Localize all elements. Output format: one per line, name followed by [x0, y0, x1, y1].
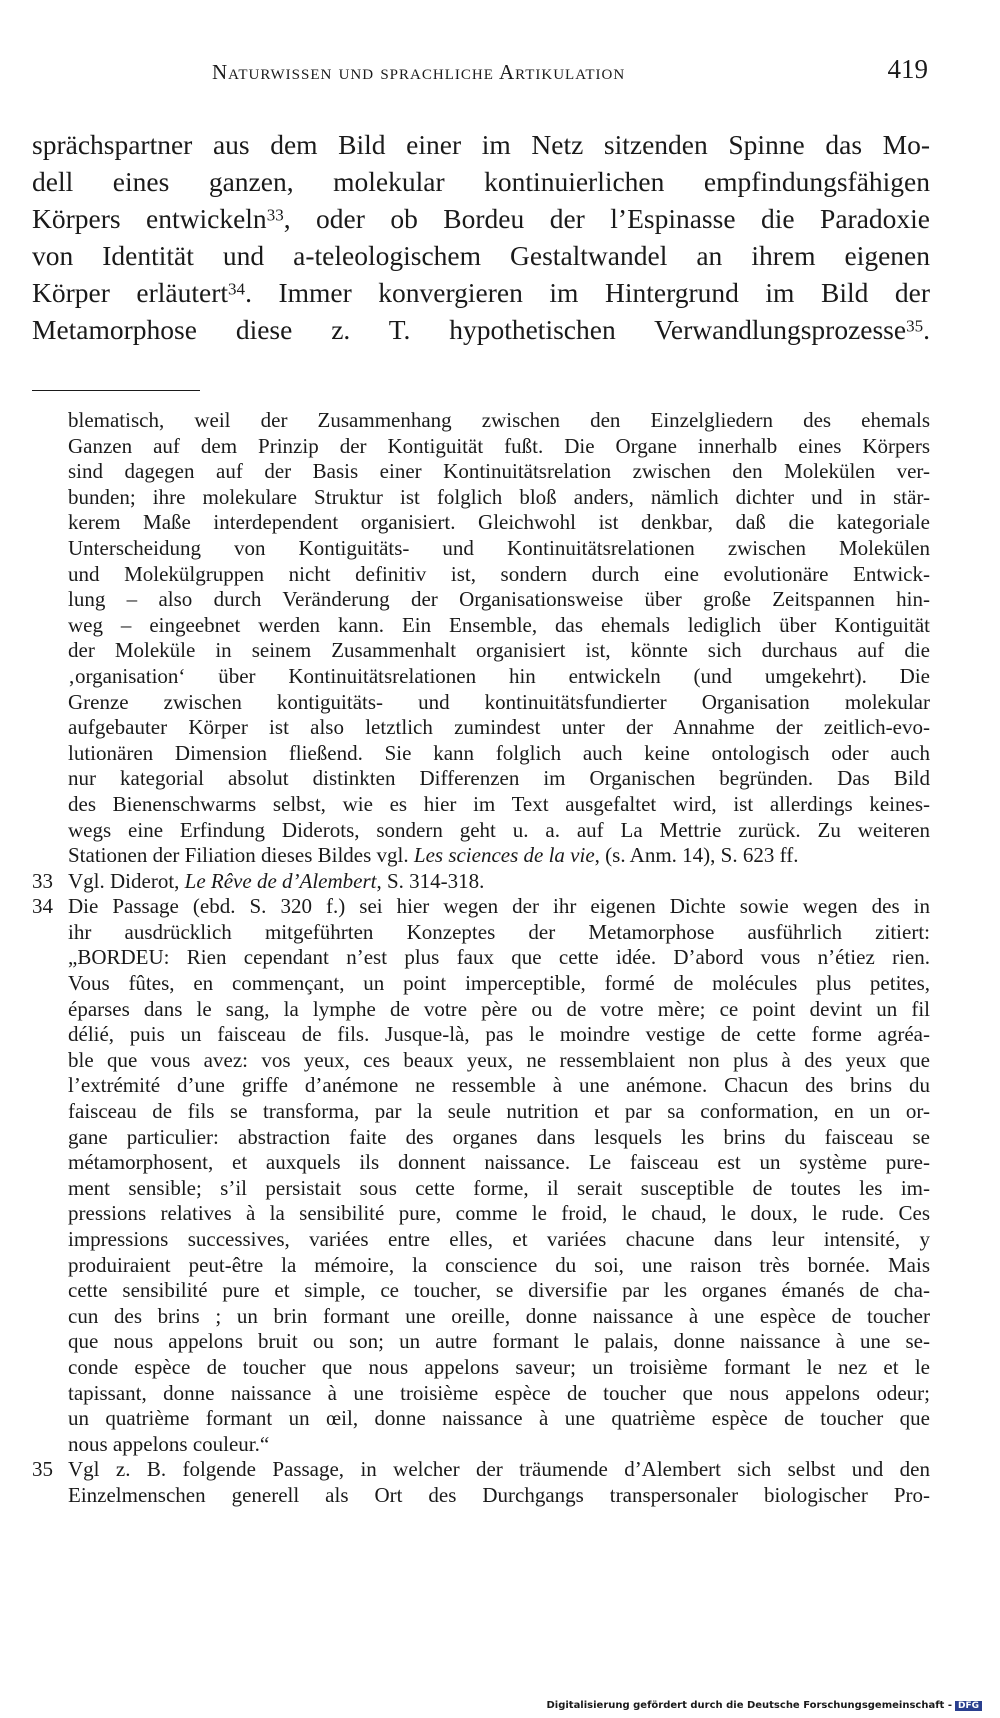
main-text-segment: . Immer konvergieren im Hintergrund im Bild der	[245, 277, 930, 308]
footnote-line: wegs eine Erfindung Diderots, sondern geht u. a. auf La Mettrie zurück. Zu weiteren	[68, 817, 930, 842]
footnote-line: cun des brins ; un brin formant une oreille, donne naissance à une espèce de toucher	[68, 1303, 930, 1328]
footnote-line: ihr ausdrücklich mitgeführten Konzeptes der Metamorphose ausführlich zitiert:	[68, 919, 930, 944]
footnote-line: der Moleküle in seinem Zusammenhalt organisiert ist, könnte sich durchaus auf die	[68, 638, 930, 663]
footnote-line: ‚organisation‘ über Kontinuitätsrelationen hin entwickeln (und umgekehrt). Die	[68, 663, 930, 688]
running-head: Naturwissen und sprachliche Artikulation	[212, 60, 626, 84]
footnote-text-segment: Vgl. Diderot,	[68, 868, 185, 893]
page-header	[32, 56, 932, 96]
main-text-segment: , oder ob Bordeu der l’Espinasse die Paradoxie	[283, 203, 930, 234]
main-paragraph	[32, 126, 930, 348]
footnote-line: aufgebauter Körper ist also letztlich zumindest unter der Annahme der zeitlich-evo-	[68, 715, 930, 740]
footnote-line: gane particulier: abstraction faite des organes dans lesquels les brins du faisceau se	[68, 1124, 930, 1149]
footnote-line: Ganzen auf dem Prinzip der Kontiguität fußt. Die Organe innerhalb eines Körpers	[68, 433, 930, 458]
footnote-line: impressions successives, variées entre elles, et variées chacune dans leur intensité, y	[68, 1227, 930, 1251]
main-text-segment: Körpers entwickeln	[32, 203, 267, 234]
footnote-line: Vgl z. B. folgende Passage, in welcher der träumende d’Alembert sich selbst und den	[68, 1457, 930, 1482]
footnote-line: weg – eingeebnet werden kann. Ein Ensemble, das ehemals lediglich über Kontiguität	[68, 612, 930, 637]
footnote-line: Einzelmenschen generell als Ort des Durchgangs transpersonaler biologischer Pro-	[68, 1482, 930, 1507]
main-line: von Identität und a-teleologischem Gestaltwandel an ihrem eigenen	[32, 240, 930, 271]
footnote-line	[68, 843, 930, 869]
footnote-line: Unterscheidung von Kontiguitäts- und Kontinuitätsrelationen zwischen Molekülen	[68, 535, 930, 560]
main-text-segment: Metamorphose diese z. T. hypothetischen Verwandlungsprozesse	[32, 314, 907, 345]
footnote-34	[32, 894, 930, 1457]
footnote-line: kerem Maße interdependent organisiert. Gleichwohl ist denkbar, daß die kategoriale	[68, 510, 930, 535]
footnote-line: métamorphosent, et auxquels ils donnent naissance. Le faisceau est un système pure-	[68, 1150, 930, 1175]
footnote-33	[32, 869, 930, 895]
main-line	[32, 200, 930, 237]
dfg-logo-icon: DFG	[955, 1701, 982, 1711]
footnote-line: conde espèce de toucher que nous appelons saveur; un troisième formant le nez et le	[68, 1354, 930, 1379]
footnote-line: Die Passage (ebd. S. 320 f.) sei hier wegen der ihr eigenen Dichte sowie wegen des in	[68, 894, 930, 919]
footnote-line: und Molekülgruppen nicht definitiv ist, sondern durch eine evolutionäre Entwick-	[68, 561, 930, 586]
footnote-line: blematisch, weil der Zusammenhang zwischen den Einzelgliedern des ehemals	[68, 408, 930, 432]
footnote-35	[32, 1457, 930, 1508]
footnote-number: 34	[32, 894, 53, 919]
footnote-line: lutionären Dimension fließend. Sie kann folglich auch keine ontologisch oder auch	[68, 740, 930, 765]
footnote-line: sind dagegen auf der Basis einer Kontinuitätsrelation zwischen den Molekülen ver-	[68, 459, 930, 484]
footnote-line: bunden; ihre molekulare Struktur ist folglich bloß anders, nämlich dichter und in stär-	[68, 484, 930, 509]
page-number: 419	[887, 54, 928, 84]
footnote-line: lung – also durch Veränderung der Organisationsweise über große Zeitspannen hin-	[68, 587, 930, 612]
footnote-line: produiraient peut-être la mémoire, la conscience du soi, une raison très bornée. Mais	[68, 1252, 930, 1277]
footnote-text-segment: Stationen der Filiation dieses Bildes vgl.	[68, 843, 414, 868]
footnote-line: nur kategorial absolut distinkten Differenzen im Organischen begründen. Das Bild	[68, 766, 930, 791]
footnote-line: que nous appelons bruit ou son; un autre formant le palais, donne naissance à une se-	[68, 1329, 930, 1354]
footnote-ref-35[interactable]: 35	[906, 316, 924, 336]
main-line	[32, 274, 930, 311]
footnote-separator	[32, 390, 200, 391]
footnote-line: tapissant, donne naissance à une troisième espèce de toucher que nous appelons odeur;	[68, 1380, 930, 1405]
footnote-line: cette sensibilité pure et simple, ce toucher, se diversifie par les organes émanés de cha-	[68, 1278, 930, 1303]
footnote-line: un quatrième formant un œil, donne naissance à une quatrième espèce de toucher que	[68, 1406, 930, 1431]
main-text-segment: .	[923, 314, 930, 345]
footnote-continuation	[32, 408, 930, 869]
footnote-text-segment: , S. 314-318.	[376, 868, 485, 893]
cited-title: Le Rêve de d’Alembert	[184, 868, 377, 893]
footnote-ref-34[interactable]: 34	[228, 279, 246, 299]
main-line: sprächspartner aus dem Bild einer im Netz sitzenden Spinne das Mo-	[32, 129, 930, 160]
footnote-line: éparses dans le sang, la lymphe de votre père ou de votre mère; ce point devint un fil	[68, 996, 930, 1021]
footnote-ref-33[interactable]: 33	[266, 205, 284, 225]
footnote-line	[68, 869, 930, 895]
footnote-number: 33	[32, 868, 53, 893]
footnote-text-segment: , (s. Anm. 14), S. 623 ff.	[594, 843, 799, 868]
digitization-footer	[546, 1700, 982, 1711]
main-line: dell eines ganzen, molekular kontinuierlichen empfindungsfähigen	[32, 166, 930, 197]
footnote-line: faisceau de fils se transforma, par la seule nutrition et par sa conformation, en un or-	[68, 1099, 930, 1124]
footnote-line: Grenze zwischen kontiguitäts- und kontinuitätsfundierter Organisation molekular	[68, 689, 930, 714]
footnote-line: l’extrémité d’une griffe d’anémone ne ressemble à une anémone. Chacun des brins du	[68, 1073, 930, 1098]
cited-title: Les sciences de la vie	[413, 843, 595, 868]
footnotes	[32, 408, 930, 1509]
footer-text: Digitalisierung gefördert durch die Deutsche Forschungsgemeinschaft -	[546, 1700, 952, 1711]
footnote-line: délié, puis un faisceau de fils. Jusque-là, pas le moindre vestige de cette forme agréa-	[68, 1022, 930, 1047]
footnote-line: nous appelons couleur.“	[68, 1431, 270, 1456]
footnote-line: des Bienenschwarms selbst, wie es hier im Text ausgefaltet wird, ist allerdings keines-	[68, 791, 930, 816]
footnote-line: ble que vous avez: vos yeux, ces beaux yeux, ne ressemblaient non plus à des yeux que	[68, 1047, 930, 1072]
footnote-line: ment sensible; s’il persistait sous cette forme, il serait susceptible de toutes les im-	[68, 1175, 930, 1200]
footnote-line: „BORDEU: Rien cependant n’est plus faux que cette idée. D’abord vous n’étiez rien.	[68, 945, 930, 970]
footnote-line: Vous fûtes, en commençant, un point imperceptible, formé de molécules plus petites,	[68, 971, 930, 996]
main-text-segment: Körper erläutert	[32, 277, 229, 308]
footnote-number: 35	[32, 1457, 53, 1482]
footnote-line: pressions relatives à la sensibilité pure, comme le froid, le chaud, le doux, le rude. Ces	[68, 1201, 930, 1226]
main-line	[32, 311, 930, 348]
